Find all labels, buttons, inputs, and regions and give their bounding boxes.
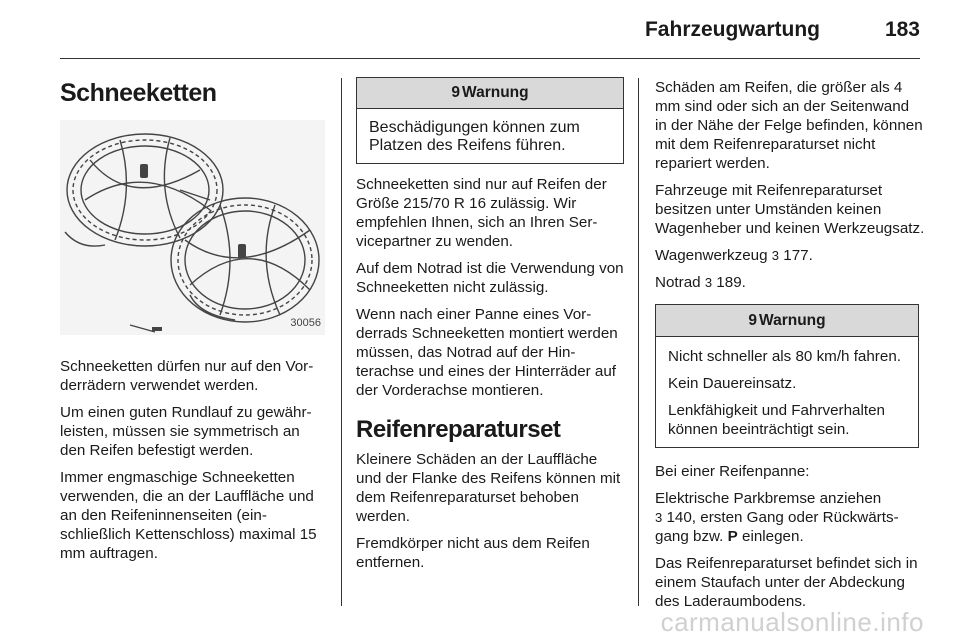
column-divider-2 <box>638 78 639 606</box>
warning-icon: 9 <box>748 312 758 329</box>
warning-title: Warnung <box>462 84 529 101</box>
paragraph: Schäden am Reifen, die größer als 4 mm sind oder sich an der Seitenwand in der Nähe der Felge befinden, können mit dem Reifenreparaturset nicht repariert werden. <box>655 79 923 172</box>
reference-text: Notrad <box>655 274 701 291</box>
subsection-title: Reifenreparaturset <box>356 416 561 443</box>
warning-header <box>656 305 918 337</box>
warning-body <box>357 109 623 163</box>
warning-text: Lenkfähigkeit und Fahrverhalten können beeinträchtigt sein. <box>668 402 885 438</box>
paragraph: Immer engmaschige Schneeketten verwenden, die an der Lauffläche und an den Reifeninnenseiten (einschließlich Kettenschloss) maximal 15 mm auftragen. <box>60 469 317 562</box>
paragraph: Das Reifenreparaturset befindet sich in einem Staufach unter der Abdeckung des Laderaumbodens. <box>655 555 918 610</box>
paragraph: Kleinere Schäden an der Lauffläche und der Flanke des Reifens können mit dem Reifenreparaturset behoben werden. <box>356 451 621 525</box>
column-divider-1 <box>341 78 342 606</box>
watermark: carmanualsonline.info <box>660 607 924 637</box>
column-3 <box>655 78 925 619</box>
warning-body <box>656 337 918 447</box>
paragraph: Fremdkörper nicht aus dem Reifen entfernen. <box>356 535 590 571</box>
warning-icon: 9 <box>451 84 461 101</box>
reference-text: Wagenwerkzeug <box>655 247 768 264</box>
warning-title: Warnung <box>759 312 826 329</box>
snow-chain-illustration <box>60 120 325 335</box>
header-rule <box>60 58 920 59</box>
paragraph: Schneeketten dürfen nur auf den Vorderrädern verwendet werden. <box>60 358 314 394</box>
paragraph <box>655 489 925 546</box>
text-run: Elektrische Parkbremse anziehen <box>655 490 882 507</box>
paragraph: Fahrzeuge mit Reifenreparaturset besitzen unter Umständen keinen Wagenheber und keinen Werkzeugsatz. <box>655 182 925 237</box>
paragraph: Schneeketten sind nur auf Reifen der Größe 215/70 R 16 zulässig. Wir empfehlen Ihnen, sich an Ihren Servicepartner zu wenden. <box>356 176 607 250</box>
warning-box-2 <box>655 304 919 448</box>
paragraph: Auf dem Notrad ist die Verwendung von Schneeketten nicht zulässig. <box>356 260 624 296</box>
reference-page: 177. <box>783 247 813 264</box>
cross-reference <box>655 273 925 292</box>
warning-text: Beschädigungen können zum Platzen des Reifens führen. <box>369 119 580 154</box>
paragraph: Um einen guten Rundlauf zu gewährleisten, müssen sie symmetrisch an den Reifen befestigt werden. <box>60 404 312 459</box>
page-reference-icon: 3 <box>655 510 663 525</box>
section-title: Schneeketten <box>60 79 217 107</box>
snow-chain-drawing <box>60 120 325 335</box>
figure-code: 30056 <box>290 317 321 329</box>
column-1 <box>60 72 325 571</box>
text-run: einlegen. <box>742 528 804 545</box>
reference-page: 189. <box>716 274 746 291</box>
cross-reference <box>655 246 925 265</box>
paragraph: Bei einer Reifenpanne: <box>655 463 810 480</box>
text-run: 140, ersten Gang oder Rückwärtsgang bzw. <box>655 509 899 545</box>
warning-text: Nicht schneller als 80 km/h fahren. <box>668 348 901 365</box>
page-reference-icon: 3 <box>771 248 780 263</box>
running-header-title: Fahrzeugwartung <box>644 18 820 41</box>
paragraph: Wenn nach einer Panne eines Vorderrads Schneeketten montiert werden müssen, das Notrad auf der Hinterachse und eines der Hinterräder auf der Vorderachse montieren. <box>356 306 618 399</box>
warning-header <box>357 78 623 109</box>
warning-text: Kein Dauereinsatz. <box>668 375 797 392</box>
gear-position-label: P <box>727 528 738 545</box>
column-2 <box>356 175 624 580</box>
page-reference-icon: 3 <box>704 275 713 290</box>
page-number: 183 <box>884 18 920 41</box>
warning-box-1 <box>356 77 624 164</box>
